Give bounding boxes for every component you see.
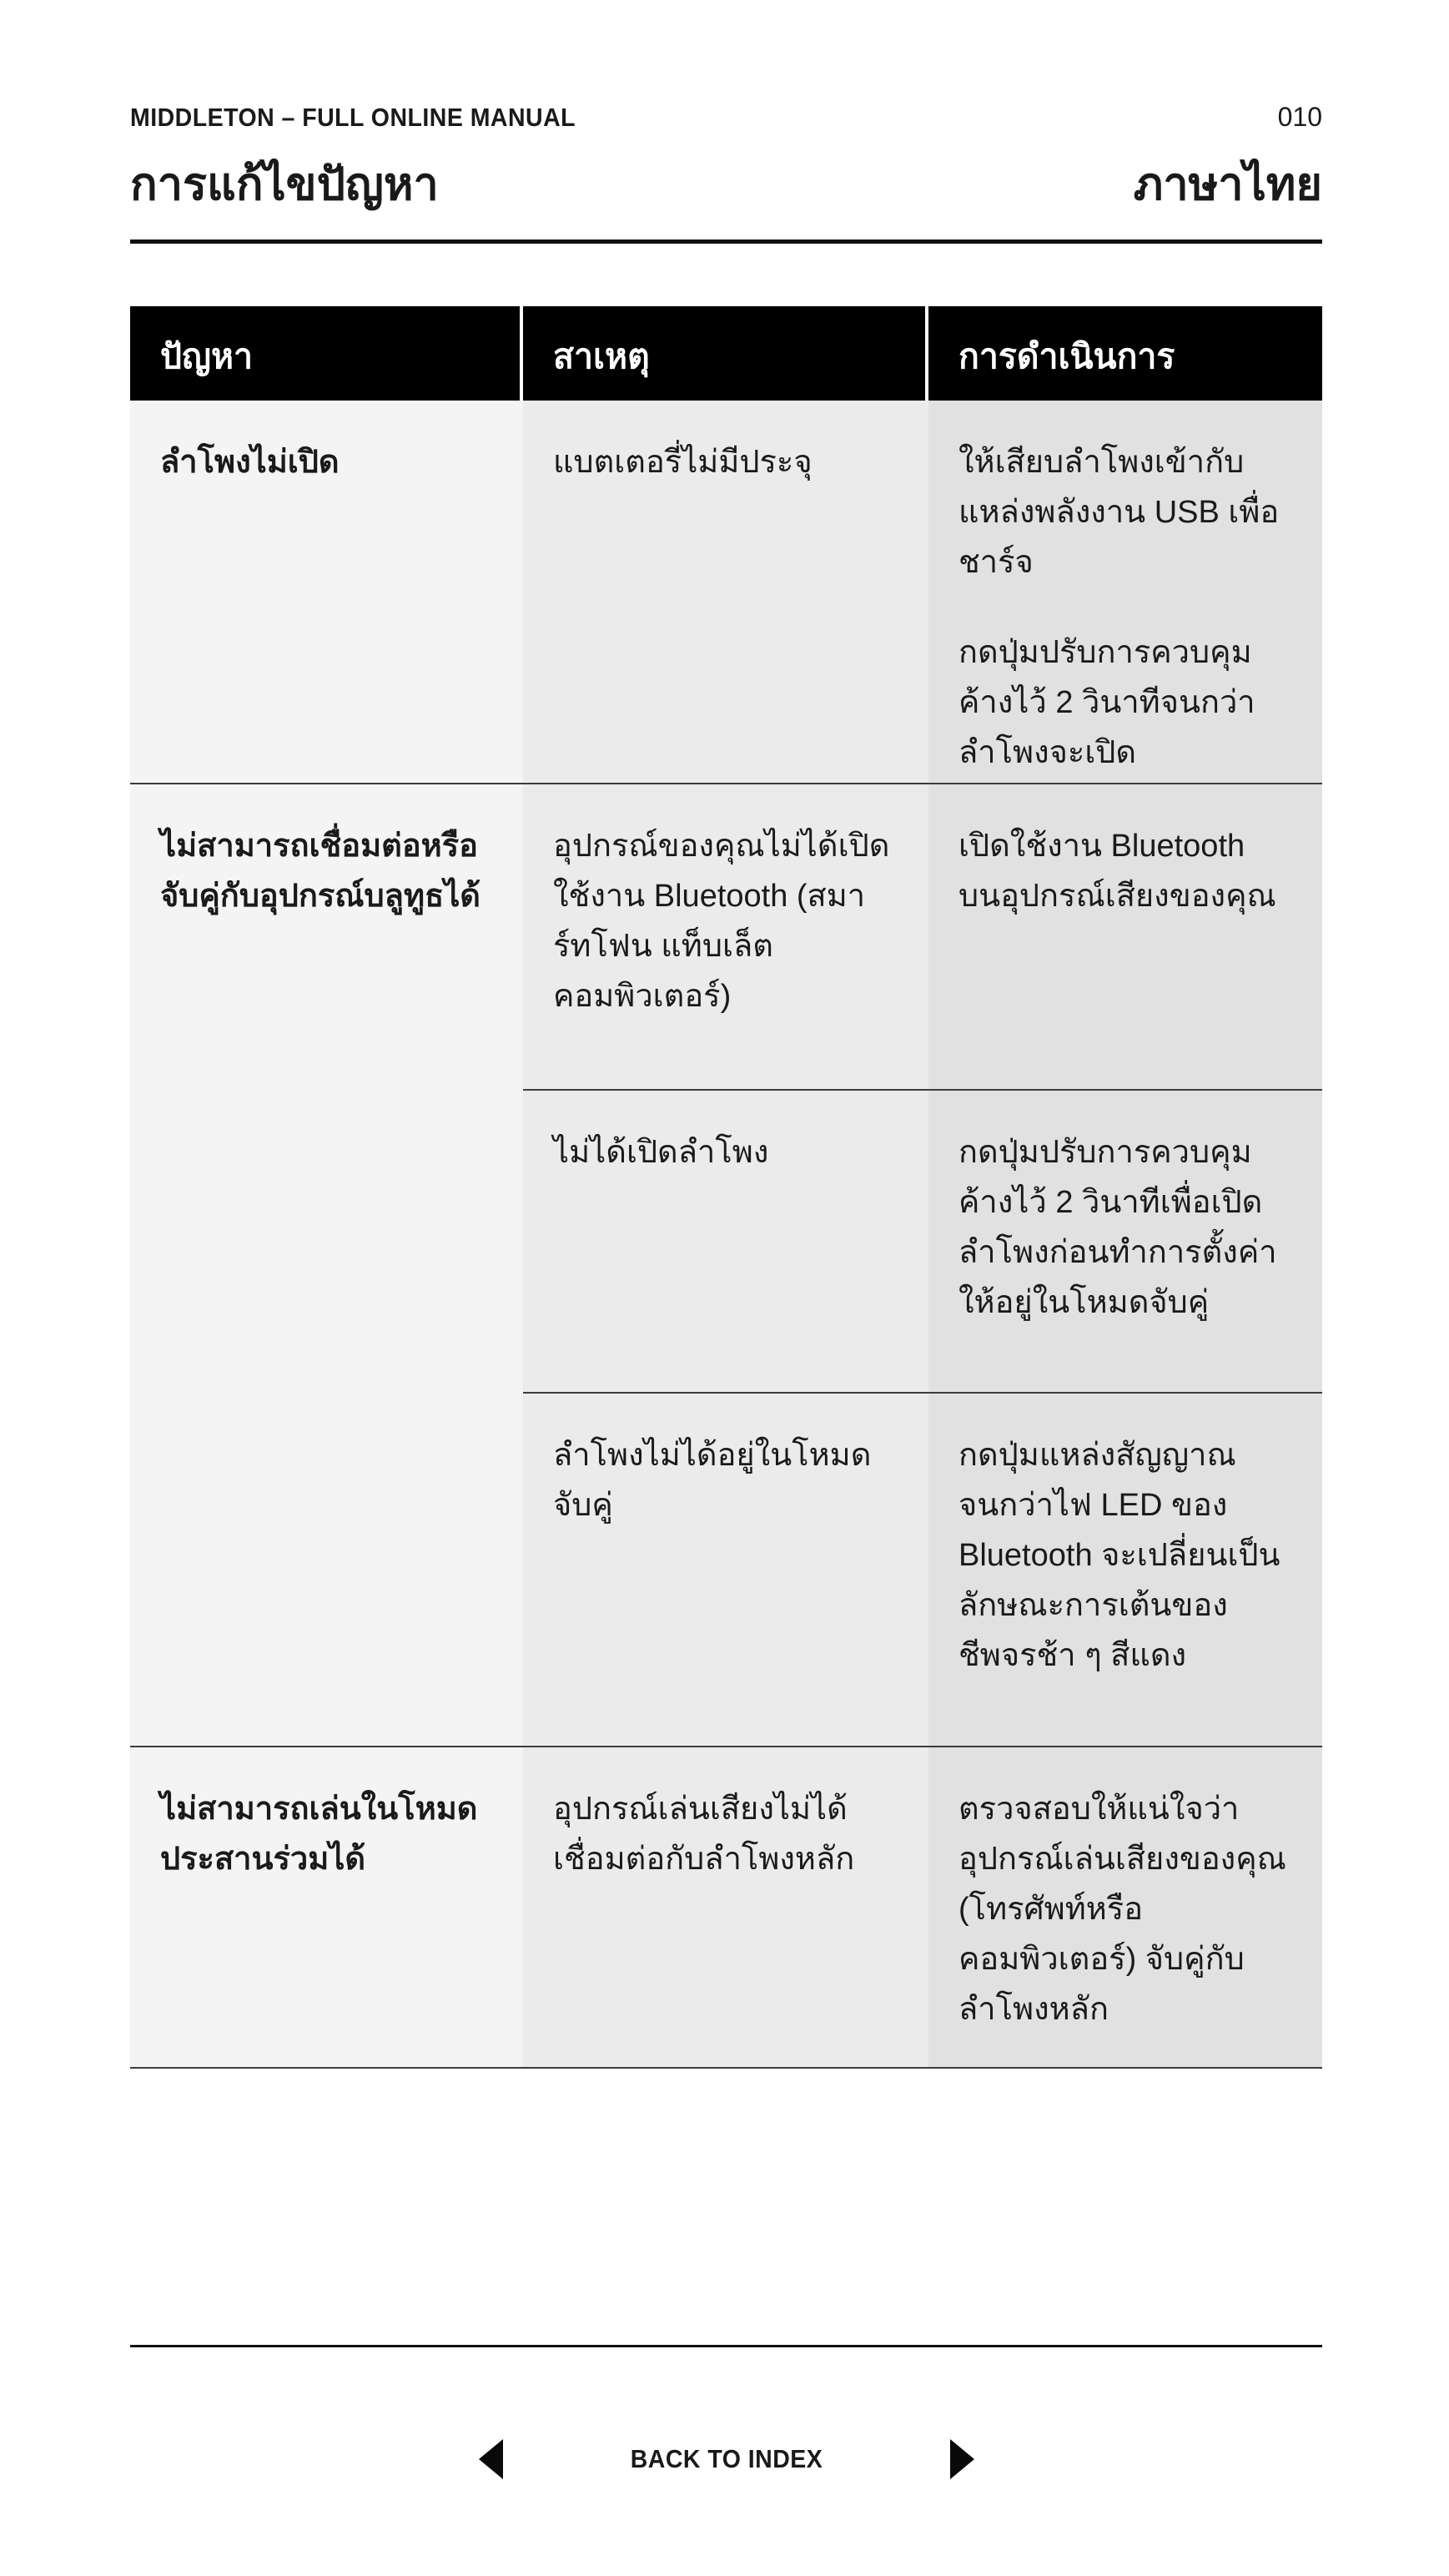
previous-page-arrow-icon[interactable] bbox=[479, 2439, 503, 2479]
cause-cell: ไม่ได้เปิดลำโพง bbox=[523, 1089, 928, 1392]
cause-cell: อุปกรณ์เล่นเสียงไม่ได้เชื่อมต่อกับลำโพงหลัก bbox=[523, 1746, 928, 2067]
column-header-action: การดำเนินการ bbox=[928, 306, 1322, 401]
action-cell bbox=[928, 401, 1322, 783]
action-cell bbox=[928, 783, 1322, 1089]
running-header bbox=[130, 102, 1322, 133]
action-paragraph: กดปุ่มแหล่งสัญญาณจนกว่าไฟ LED ของ Bluetooth จะเปลี่ยนเป็นลักษณะการเต้นของชีพจรช้า ๆ สีแดง bbox=[958, 1438, 1280, 1673]
language-label: ภาษาไทย bbox=[1133, 159, 1322, 209]
cause-cell: แบตเตอรี่ไม่มีประจุ bbox=[523, 401, 928, 783]
cause-cell: ลำโพงไม่ได้อยู่ในโหมดจับคู่ bbox=[523, 1392, 928, 1746]
action-paragraph: กดปุ่มปรับการควบคุมค้างไว้ 2 วินาทีจนกว่าลำโพงจะเปิด bbox=[958, 635, 1255, 770]
action-paragraph: เปิดใช้งาน Bluetooth บนอุปกรณ์เสียงของคุณ bbox=[958, 829, 1276, 914]
title-rule bbox=[130, 239, 1322, 244]
action-paragraph: ให้เสียบลำโพงเข้ากับแหล่งพลังงาน USB เพื่อชาร์จ bbox=[958, 445, 1280, 580]
page-number: 010 bbox=[1277, 102, 1322, 132]
action-cell bbox=[928, 1392, 1322, 1746]
next-page-arrow-icon[interactable] bbox=[950, 2439, 974, 2479]
cause-cell: อุปกรณ์ของคุณไม่ได้เปิดใช้งาน Bluetooth (สมาร์ทโฟน แท็บเล็ต คอมพิวเตอร์) bbox=[523, 783, 928, 1089]
footer-rule bbox=[130, 2345, 1322, 2347]
action-paragraph: ตรวจสอบให้แน่ใจว่าอุปกรณ์เล่นเสียงของคุณ (โทรศัพท์หรือคอมพิวเตอร์) จับคู่กับลำโพงหลัก bbox=[958, 1792, 1286, 2027]
title-row bbox=[130, 160, 1322, 209]
action-cell bbox=[928, 1746, 1322, 2067]
problem-cell: ไม่สามารถเชื่อมต่อหรือจับคู่กับอุปกรณ์บลูทูธได้ bbox=[130, 783, 523, 1746]
action-cell bbox=[928, 1089, 1322, 1392]
problem-cell: ลำโพงไม่เปิด bbox=[130, 401, 523, 783]
problem-cell: ไม่สามารถเล่นในโหมดประสานร่วมได้ bbox=[130, 1746, 523, 2067]
column-header-cause: สาเหตุ bbox=[523, 306, 928, 401]
footer-navigation bbox=[130, 2427, 1322, 2492]
action-paragraph: กดปุ่มปรับการควบคุมค้างไว้ 2 วินาทีเพื่อเปิดลำโพงก่อนทำการตั้งค่าให้อยู่ในโหมดจับคู่ bbox=[958, 1135, 1277, 1320]
manual-title: MIDDLETON – FULL ONLINE MANUAL bbox=[130, 103, 576, 132]
column-header-problem: ปัญหา bbox=[130, 306, 523, 401]
back-to-index-button[interactable]: BACK TO INDEX bbox=[630, 2444, 823, 2473]
troubleshooting-table bbox=[130, 306, 1322, 2069]
page-title: การแก้ไขปัญหา bbox=[130, 159, 439, 209]
